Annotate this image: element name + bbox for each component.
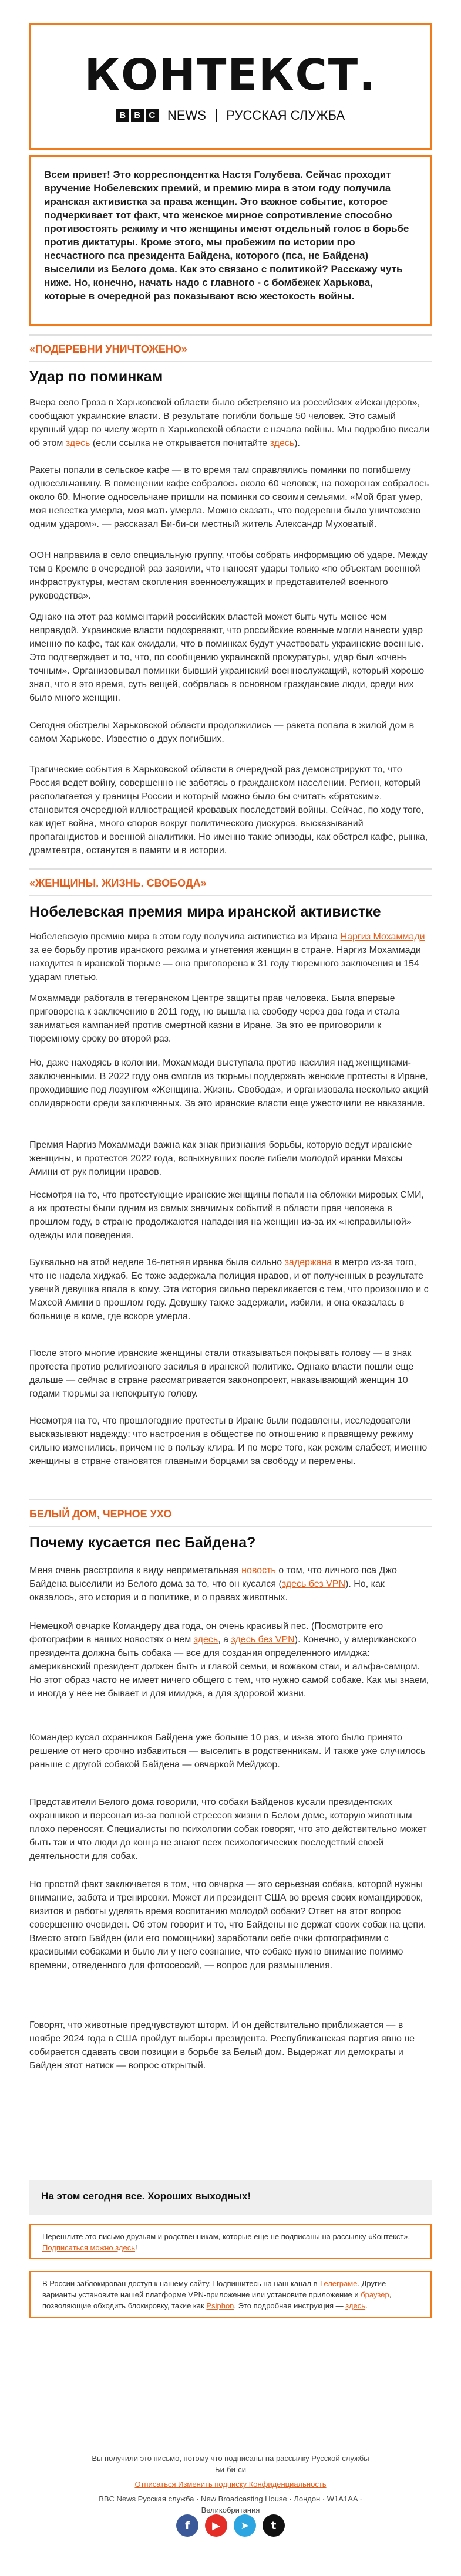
telegram-icon[interactable]: ➤ <box>234 2514 256 2537</box>
headline: Почему кусается пес Байдена? <box>29 1534 256 1551</box>
bbc-logo-b2: B <box>131 109 144 122</box>
text: Меня очень расстроила к виду неприметальная <box>29 1566 242 1576</box>
signoff-box <box>29 2180 432 2215</box>
news-label: NEWS <box>167 108 206 123</box>
bbc-logo-c: C <box>146 109 159 122</box>
headline: Удар по поминкам <box>29 369 163 385</box>
signoff-text: На этом сегодня все. Хороших выходных! <box>41 2190 251 2202</box>
text: Вчера село Гроза в Харьковской области было обстреляно из российских «Искандеров», сообщают украинские власти. В результате погибли больше 50 человек. Это самый крупный удар по числу жертв в Харьковской области с начала войны. Мы подробно писали об этом <box>29 398 430 448</box>
bbc-news-russian <box>31 107 430 123</box>
text: ! <box>135 2243 137 2252</box>
text: Перешлите это письмо друзьям и родственникам, которые еще не подписаны на рассылку «Контекст». <box>42 2232 410 2241</box>
paragraph: Премия Наргиз Мохаммади важна как знак признания борьбы, которую ведут иранские женщины, и протестов 2022 года, вспыхнувших после гибели молодой иранки Махсы Амини от рук полиции нравов. <box>29 1140 412 1177</box>
paragraph <box>29 1256 432 1323</box>
text: ). Но, как оказалось, это история и о политике, и о правах животных. <box>29 1579 385 1603</box>
paragraph: После этого многие иранские женщины стали отказываться покрывать голову — в знак протеста против религиозного засилья в иранской политике. Однако власти пошли еще дальше — сейчас в стране рассматривается законопроект, наказывающий женщин 10 годами тюрьмы за непокрытую голову. <box>29 1348 414 1399</box>
address: BBC News Русская служба · New Broadcasting House · Лондон · W1A1AA · Великобритания <box>99 2494 362 2514</box>
paragraph: Говорят, что животные предчувствуют шторм. И он действительно приближается — в ноябре 2024 года в США пройдут выборы президента. Республиканская партия явно не собирается сдавать свои позиции в борьбе за Белый дом. Выдержат ли демократы и Байден этот натиск — вопрос открытый. <box>29 2020 415 2071</box>
narges-link[interactable]: Наргиз Мохаммади <box>340 932 425 942</box>
paragraph: Но простой факт заключается в том, что овчарка — это серьезная собака, которой нужны внимание, забота и тренировки. Может ли президент США во время своих командировок, визитов и работы уделять время воспитанию молодой собаки? Ответ на этот вопрос совершенно очевиден. Об этом говорит и то, что Байдены не держат своих собак на цепи. Вместо этого Байден (или его помощники) заработали себе очки фотографиями с красивыми собаками и было ли у него сознание, что собаке нужно внимание помимо времени, отведенного для фотосессий, — вопрос для размышления. <box>29 1879 426 1970</box>
text: , позволяющие обходить блокировку, такие как <box>42 2290 392 2310</box>
text: В России заблокирован доступ к нашему сайту. Подпишитесь на наш канал в <box>42 2279 320 2288</box>
section-divider <box>29 361 432 362</box>
psiphon-link[interactable]: Psiphon <box>206 2301 234 2310</box>
headline: Нобелевская премия мира иранской активистке <box>29 904 381 920</box>
paragraph: Однако на этот раз комментарий российских властей может быть чуть менее чем неправдой. Украинские власти подозревают, что российские военные могли нанести удар именно по кафе, так как ожидали, что в поминках будут участвовать украинские военные. Это подтверждает и то, что, по сообщению украинской прокуратуры, удар был «очень точным». Организовывал поминки бывший украинский военнослужащий, который хорошо знал, что в это время, суть вещей, собралась в основном гражданские люди, среди них было много женщин. <box>29 612 425 703</box>
legal-footer <box>88 2453 373 2516</box>
text: в метро из-за того, что не надела хиджаб. Ее тоже задержала полиция нравов, и от полученных в результате увечий девушка впала в кому. Эта история сильно перекликается с тем, что произошло и с Махсой Амини в прошлом году. Девушку также задержали, избили, и она оказалась в больнице в коме, где вскоре умерла. <box>29 1257 429 1321</box>
text: . <box>365 2301 368 2310</box>
paragraph: Несмотря на то, что протестующие иранские женщины попали на обложки мировых СМИ, а их протесты были одним из самых значимых событий в области прав человека в прошлом году, в стране продолжаются нападения на женщин из-за их «неправильной» одежды или поведения. <box>29 1190 424 1240</box>
paragraph <box>29 396 432 450</box>
youtube-icon[interactable]: ▶ <box>205 2514 227 2537</box>
photos-link-no-vpn[interactable]: здесь без VPN <box>231 1635 295 1645</box>
paragraph: Мохаммади работала в тегеранском Центре защиты прав человека. Была впервые приговорена к заключению в 2011 году, но вышла на свободу через два года и стала заниматься кампанией против смертной казни в Иране. За это ее приговорили к тюремному сроку во второй раз. <box>29 993 400 1044</box>
text: Буквально на этой неделе 16-летняя иранка была сильно <box>29 1257 285 1267</box>
instructions-link[interactable]: здесь <box>345 2301 366 2310</box>
detained-link[interactable]: задержана <box>284 1257 332 1267</box>
news-link-no-vpn[interactable]: здесь без VPN <box>281 1579 346 1589</box>
section-divider <box>29 1526 432 1527</box>
footer-links[interactable]: Отписаться Изменить подписку Конфиденциальность <box>134 2480 327 2489</box>
news-link[interactable]: новость <box>241 1566 276 1576</box>
paragraph <box>29 1620 432 1701</box>
section-tag: БЕЛЫЙ ДОМ, ЧЕРНОЕ УХО <box>29 1508 172 1520</box>
bbc-logo-b1: B <box>116 109 129 122</box>
paragraph: Трагические события в Харьковской области в очередной раз демонстрируют то, что Россия ведет войну, совершенно не заботясь о гражданском населении. Регион, который располагается у границы России и который можно было бы считать «братским», становится очередной иллюстрацией кровавых последствий войны. Сейчас, по ходу того, как идет война, много споров вокруг политического дискурса, высказываний пропагандистов и военной аналитики. Но именно такие эпизоды, как обстрел кафе, рынка, драмтеатра, останутся в памяти и в истории. <box>29 765 428 856</box>
text: о том, что личного пса Джо Байдена выселили из Белого дома за то, что он кусался ( <box>29 1566 397 1589</box>
text: , а <box>218 1635 231 1645</box>
blocking-notice <box>29 2271 432 2318</box>
browser-link[interactable]: браузер <box>361 2290 389 2299</box>
service-label: РУССКАЯ СЛУЖБА <box>226 108 345 123</box>
text: ). <box>294 438 300 448</box>
subscription-reason: Вы получили это письмо, потому что подписаны на рассылку Русской службы Би-би-си <box>92 2454 369 2474</box>
paragraph: Командер кусал охранников Байдена уже больше 10 раз, и из-за этого было принято решение от него срочно избавиться — выселить в родственникам. И также уже случилось раньше с другой собакой Байдена — овчаркой Мейджор. <box>29 1733 426 1770</box>
telegram-link[interactable]: Телеграме <box>319 2279 358 2288</box>
text: . Другие варианты установите нашей платформе VPN-приложение или установите приложение и <box>42 2279 386 2299</box>
section-tag: «ПОДЕРЕВНИ УНИЧТОЖЕНО» <box>29 343 187 355</box>
text: ). Конечно, у американского президента должна быть собака — все для создания определенного имиджа: американский президент должен быть и главой семьи, и вожаком стаи, и альфа-самцом. Но этот образ часто не имеет ничего общего с тем, что нужно самой собаке. Как мы знаем, и иногда у нее не бывает и для имиджа, а для здоровой жизни. <box>29 1635 429 1699</box>
twitter-icon[interactable]: t <box>263 2514 285 2537</box>
text: за ее борьбу против иранского режима и угнетения женщин в стране. Наргиз Мохаммади находится в иранской тюрьме — она приговорена к 31 году тюремного заключения и 154 ударам плетью. <box>29 945 421 982</box>
intro-text: Всем привет! Это корреспондентка Настя Голубева. Сейчас проходит вручение Нобелевских премий, и премию мира в этом году получила иранская активистка за права женщин. Это важное событие, которое подчеркивает тот факт, что женское мирное сопротивление способно противостоять режиму и что женщины имеют отдельный голос в борьбе против диктатуры. Кроме этого, мы пробежим по истории про несчастного пса президента Байдена, которого (пса, не Байдена) выселили из Белого дома. Как это связано с политикой? Расскажу чуть ниже. Но, конечно, начать надо с главного - с бомбежек Харькова, которые в очередной раз показывают всю жестокость войны. <box>44 169 409 302</box>
paragraph: ООН направила в село специальную группу, чтобы собрать информацию об ударе. Между тем в Кремле в очередной раз заявили, что наносят удары только «по объектам военной инфраструктуры, местам скопления военнослужащих и представителей военного руководства». <box>29 550 428 601</box>
paragraph: Представители Белого дома говорили, что собаки Байденов кусали президентских охранников и персонал из-за полной стрессов жизни в Белом доме, которую животным плохо переносят. Специалисты по психологии собак говорят, что это действительно может быть так и что люди до конца не знают всех психологических последствий своей деятельности для собак. <box>29 1797 427 1861</box>
paragraph: Но, даже находясь в колонии, Мохаммади выступала против насилия над женщинами-заключенными. В 2022 году она смогла из тюрьмы поддержать женские протесты в Иране, проходившие под лозунгом «Женщина. Жизнь. Свобода», и организовала несколько акций солидарности среди заключенных. За это иранские власти еще ужесточили ее наказание. <box>29 1058 429 1108</box>
paragraph: Несмотря на то, что прошлогодние протесты в Иране были подавлены, исследователи высказывают надежду: что настроения в обществе по отношению к правящему режиму сильно изменились, причем не в пользу клира. И по мере того, как режим слабеет, именно женщины в стране становятся главными борцами за свободу и перемены. <box>29 1416 428 1466</box>
logo: КОНТЕКСТ. <box>84 50 377 100</box>
text: Нобелевскую премию мира в этом году получила активистка из Ирана <box>29 932 341 942</box>
intro-box <box>29 155 432 326</box>
paragraph: Ракеты попали в сельское кафе — в то время там справлялись поминки по погибшему односельчанину. В помещении кафе собралось около 60 человек, на похоронах собралось около 60. Многие односельчане пришли на поминки со своими семьями. «Мой брат умер, моя невестка умерла, моя мать умерла. Можно сказать, что подеревни было уничтожено одним ударом». — рассказал Би-би-си местный житель Александр Муховатый. <box>29 465 429 529</box>
text: . Это подробная инструкция — <box>234 2301 346 2310</box>
section-tag: «ЖЕНЩИНЫ. ЖИЗНЬ. СВОБОДА» <box>29 877 207 889</box>
subscribe-link[interactable]: Подписаться можно здесь <box>42 2243 135 2252</box>
section-divider <box>29 868 432 870</box>
article-link-no-vpn[interactable]: здесь <box>270 438 295 448</box>
article-link[interactable]: здесь <box>65 438 90 448</box>
header-banner <box>29 23 432 150</box>
section-divider <box>29 334 432 336</box>
forward-box <box>29 2224 432 2259</box>
paragraph: Сегодня обстрелы Харьковской области продолжились — ракета попала в жилой дом в самом Харькове. Известно о двух погибших. <box>29 721 415 744</box>
divider <box>216 109 217 122</box>
photos-link[interactable]: здесь <box>193 1635 218 1645</box>
facebook-icon[interactable]: f <box>176 2514 198 2537</box>
text: (если ссылка не открывается почитайте <box>90 438 270 448</box>
paragraph <box>29 930 432 984</box>
social-links <box>176 2514 285 2538</box>
paragraph <box>29 1564 432 1604</box>
text: Немецкой овчарке Командеру два года, он очень красивый пес. (Посмотрите его фотографии в наших новостях о нем <box>29 1621 383 1645</box>
section-divider <box>29 1499 432 1500</box>
section-divider <box>29 895 432 896</box>
